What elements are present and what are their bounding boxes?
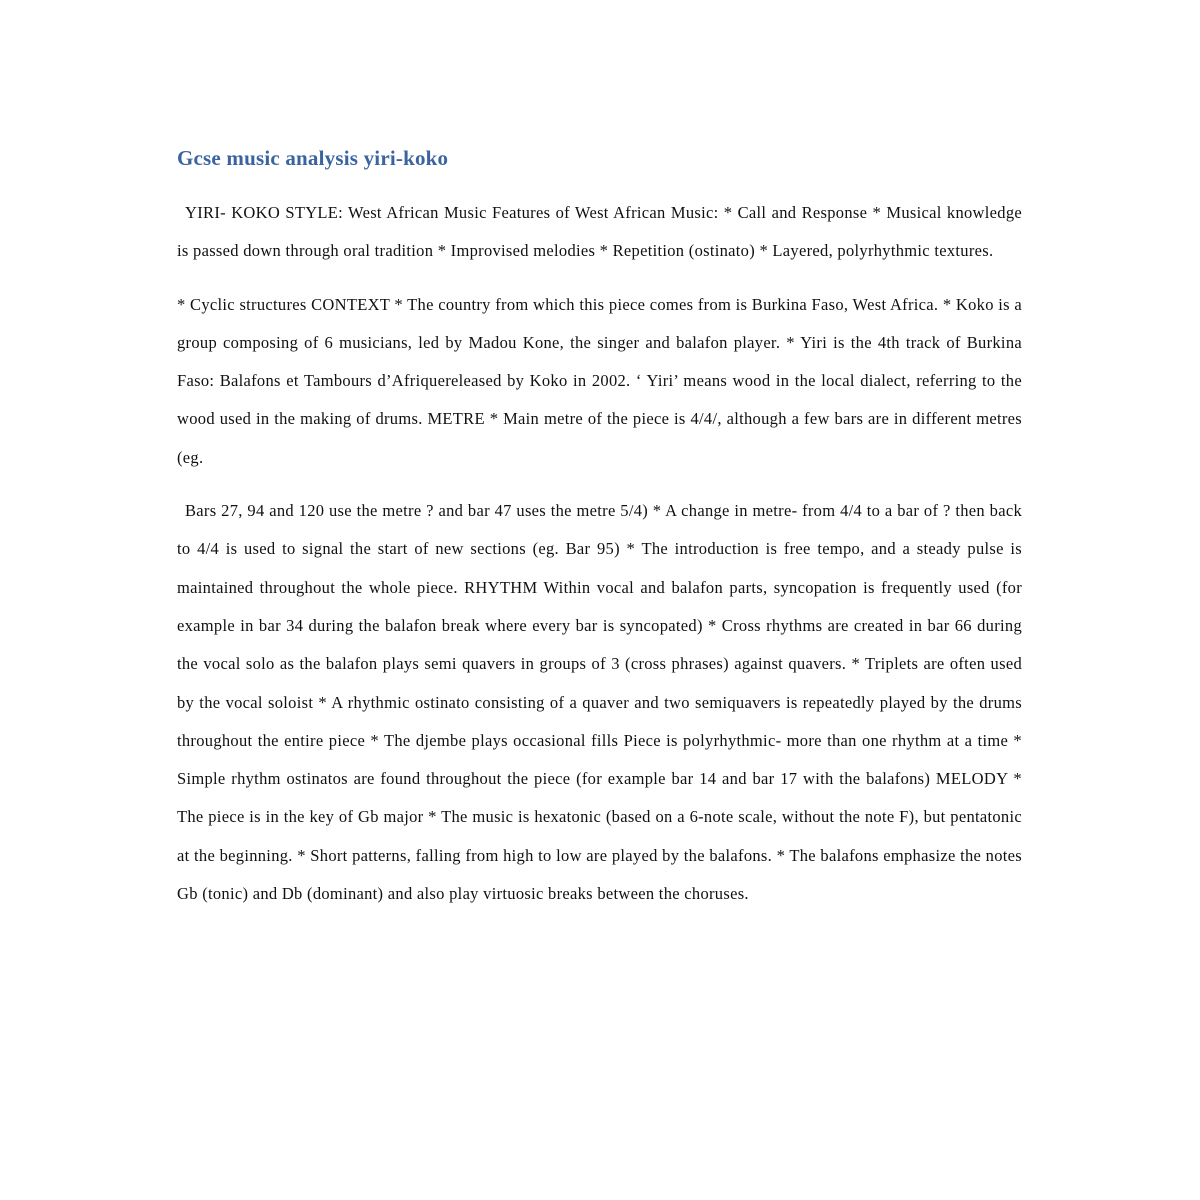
paragraph-style: YIRI- KOKO STYLE: West African Music Features of West African Music: * Call and Response * Musical knowledge is passed down through oral tradition * Improvised melodies * Repetition (ostinato) * Layered, polyrhythmic textures. bbox=[177, 203, 1022, 261]
paragraph-rhythm-melody: Bars 27, 94 and 120 use the metre ? and bar 47 uses the metre 5/4) * A change in metre- from 4/4 to a bar of ? then back to 4/4 is used to signal the start of new sections (eg. Bar 95) * The introduction is free tempo, and a steady pulse is maintained throughout the whole piece. RHYTHM Within vocal and balafon parts, syncopation is frequently used (for example in bar 34 during the balafon break where every bar is syncopated) * Cross rhythms are created in bar 66 during the vocal solo as the balafon plays semi quavers in groups of 3 (cross phrases) against quavers. * Triplets are often used by the vocal soloist * A rhythmic ostinato consisting of a quaver and two semiquavers is repeatedly played by the drums throughout the entire piece * The djembe plays occasional fills Piece is polyrhythmic- more than one rhythm at a time * Simple rhythm ostinatos are found throughout the piece (for example bar 14 and bar 17 with the balafons) MELODY * The piece is in the key of Gb major * The music is hexatonic (based on a 6-note scale, without the note F), but pentatonic at the beginning. * Short patterns, falling from high to low are played by the balafons. * The balafons emphasize the notes Gb (tonic) and Db (dominant) and also play virtuosic breaks between the choruses. bbox=[177, 501, 1022, 904]
document-page bbox=[177, 142, 1022, 928]
document-title: Gcse music analysis yiri-koko bbox=[177, 146, 449, 170]
paragraph-context-metre: * Cyclic structures CONTEXT * The country from which this piece comes from is Burkina Faso, West Africa. * Koko is a group composing of 6 musicians, led by Madou Kone, the singer and balafon player. * Yiri is the 4th track of Burkina Faso: Balafons et Tambours d’Afriquereleased by Koko in 2002. ‘ Yiri’ means wood in the local dialect, referring to the wood used in the making of drums. METRE * Main metre of the piece is 4/4/, although a few bars are in different metres (eg. bbox=[177, 294, 1022, 467]
